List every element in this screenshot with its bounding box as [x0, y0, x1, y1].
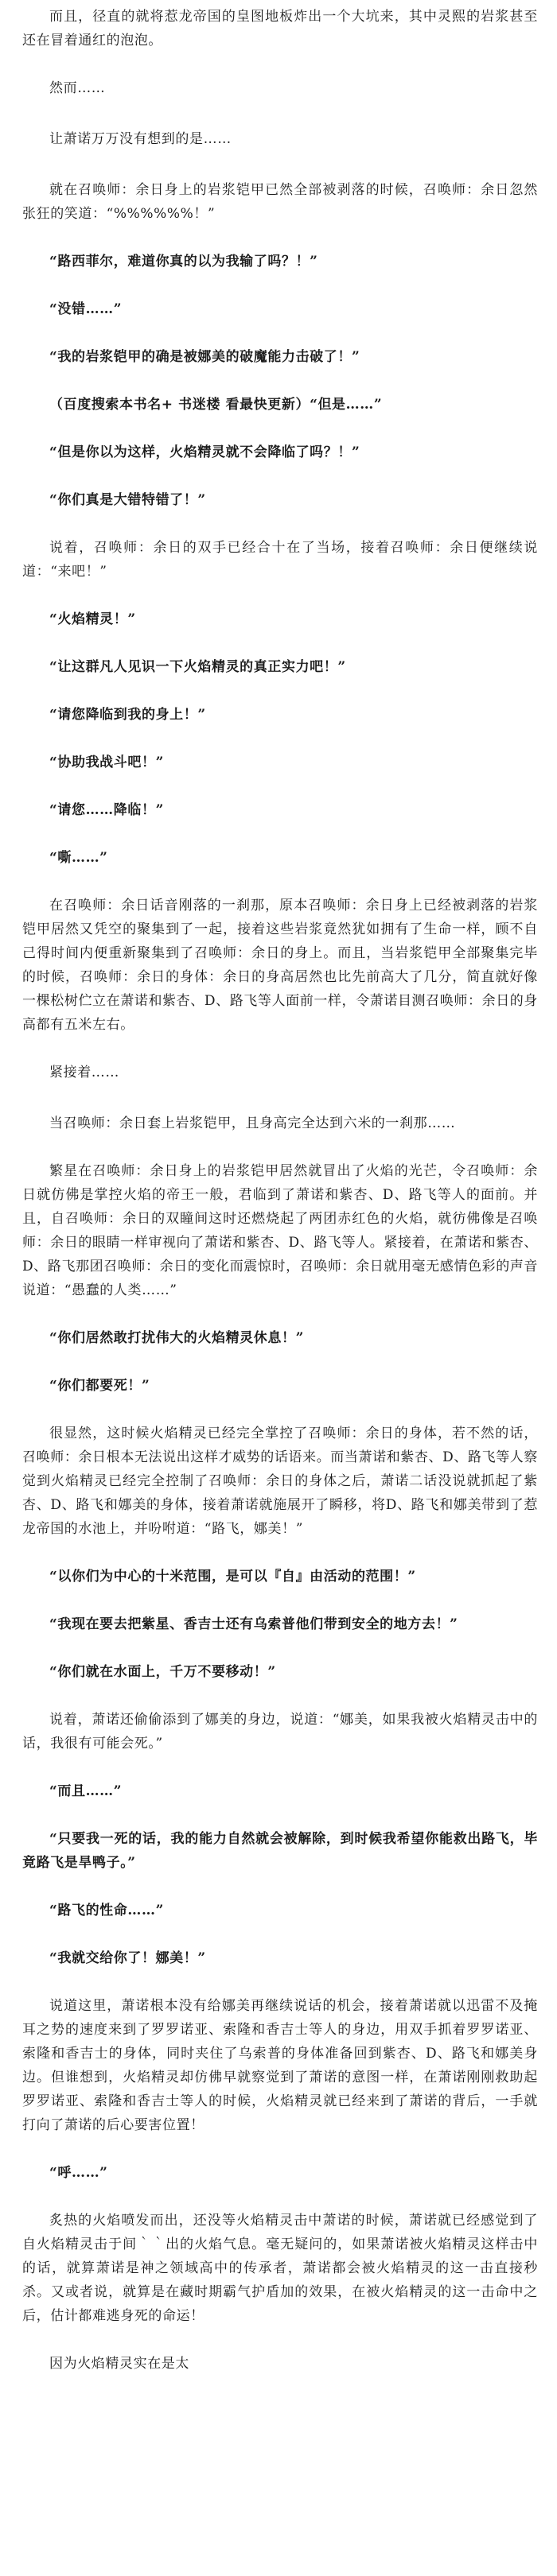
dialogue-line: “路西菲尔，难道你真的以为我输了吗？！”: [49, 254, 318, 270]
dialogue-line: “协助我战斗吧！”: [49, 755, 164, 770]
dialogue-line: “我就交给你了！娜美！”: [49, 1950, 206, 1966]
paragraph: 让萧诺万万没有想到的是……: [49, 131, 232, 147]
paragraph: 而且，径直的就将惹龙帝国的皇图地板炸出一个大坑来，其中灵熙的岩浆甚至还在冒着通红的泡泡。: [22, 9, 538, 48]
paragraph: 当召唤师：余日套上岩浆铠甲，且身高完全达到六米的一刹那……: [49, 1115, 456, 1131]
dialogue-line: “我的岩浆铠甲的确是被娜美的破魔能力击破了！”: [49, 349, 360, 365]
dialogue-line: “呼……”: [49, 2165, 108, 2181]
dialogue-line: “只要我一死的话，我的能力自然就会被解除，到时候我希望你能救出路飞，毕竟路飞是旱鸭子。”: [22, 1831, 538, 1871]
dialogue-line: “你们真是大错特错了！”: [49, 492, 206, 508]
dialogue-line: “请您降临到我的身上！”: [49, 707, 206, 723]
dialogue-line: “你们就在水面上，千万不要移动！”: [49, 1664, 276, 1680]
paragraph: 很显然，这时候火焰精灵已经完全掌控了召唤师：余日的身体，若不然的话，召唤师：余日根本无法说出这样才威势的话语来。而当萧诺和紫杏、D、路飞等人察觉到火焰精灵已经完全控制了召唤师：余日的身体之后，萧诺二话没说就抓起了紫杏、D、路飞和娜美的身体，接着萧诺就施展开了瞬移，将D、路飞和娜美带到了惹龙帝国的水池上，并吩咐道：“路飞，娜美！”: [22, 1426, 538, 1537]
dialogue-line: “以你们为中心的十米范围，是可以『自』由活动的范围！”: [49, 1569, 416, 1585]
dialogue-line: “你们居然敢打扰伟大的火焰精灵休息！”: [49, 1330, 304, 1346]
dialogue-line: “而且……”: [49, 1783, 123, 1799]
dialogue-line: “请您……降临！”: [49, 802, 164, 818]
paragraph: 说着，萧诺还偷偷添到了娜美的身边，说道：“娜美，如果我被火焰精灵击中的话，我很有可能会死。”: [22, 1712, 538, 1752]
paragraph: 炙热的火焰喷发而出，还没等火焰精灵击中萧诺的时候，萧诺就已经感觉到了自火焰精灵击于间｀｀出的火焰气息。毫无疑问的，如果萧诺被火焰精灵这样击中的话，就算萧诺是神之领域高中的传承者，萧诺都会被火焰精灵的这一击直接秒杀。又或者说，就算是在藏时期霸气护盾加的效果，在被火焰精灵的这一击命中之后，估计都难逃身死的命运！: [22, 2213, 538, 2324]
paragraph: 就在召唤师：余日身上的岩浆铠甲已然全部被剥落的时候，召唤师：余日忽然张狂的笑道：“%%%%%%！”: [22, 182, 538, 222]
paragraph: 繁星在召唤师：余日身上的岩浆铠甲居然就冒出了火焰的光芒，令召唤师：余日就仿佛是掌控火焰的帝王一般，君临到了萧诺和紫杏、D、路飞等人的面前。并且，自召唤师：余日的双瞳间这时还燃烧起了两团赤红色的火焰，就彷佛像是召唤师：余日的眼睛一样审视向了萧诺和紫杏、D、路飞等人。紧接着，在萧诺和紫杏、D、路飞那团召唤师：余日的变化而震惊时，召唤师：余日就用毫无感情色彩的声音说道：“愚蠢的人类……”: [22, 1163, 538, 1298]
dialogue-line: （百度搜索本书名+ 书迷楼 看最快更新）“但是……”: [49, 397, 383, 413]
paragraph: 在召唤师：余日话音刚落的一刹那，原本召唤师：余日身上已经被剥落的岩浆铠甲居然又凭空的聚集到了一起，接着这些岩浆竟然犹如拥有了生命一样，顾不自己得时间内便重新聚集到了召唤师：余日的身上。而且，当岩浆铠甲全部聚集完毕的时候，召唤师：余日的身体：余日的身高居然也比先前高大了几分，简直就好像一棵松树伫立在萧诺和紫杏、D、路飞等人面前一样，令萧诺目测召唤师：余日的身高都有五米左右。: [22, 898, 538, 1033]
dialogue-line: “火焰精灵！”: [49, 611, 136, 627]
paragraph: 说道这里，萧诺根本没有给娜美再继续说话的机会，接着萧诺就以迅雷不及掩耳之势的速度来到了罗罗诺亚、索隆和香吉士等人的身边，用双手抓着罗罗诺亚、索隆和香吉士的身体，同时夹住了乌索普的身体准备回到紫杏、D、路飞和娜美身边。但谁想到，火焰精灵却仿佛早就察觉到了萧诺的意图一样，在萧诺刚刚救助起罗罗诺亚、索隆和香吉士等人的时候，火焰精灵就已经来到了萧诺的背后，一手就打向了萧诺的后心要害位置！: [22, 1998, 538, 2133]
dialogue-line: “我现在要去把紫星、香吉士还有乌索普他们带到安全的地方去！”: [49, 1616, 458, 1632]
dialogue-line: “路飞的性命……”: [49, 1903, 164, 1918]
paragraph: 说着，召唤师：余日的双手已经合十在了当场，接着召唤师：余日便继续说道：“来吧！”: [22, 540, 538, 580]
dialogue-line: “嘶……”: [49, 850, 108, 866]
dialogue-line: “没错……”: [49, 301, 123, 317]
dialogue-line: “你们都要死！”: [49, 1378, 150, 1394]
dialogue-line: “让这群凡人见识一下火焰精灵的真正实力吧！”: [49, 659, 346, 675]
paragraph: 然而……: [49, 80, 106, 96]
paragraph: 紧接着……: [49, 1065, 119, 1080]
paragraph: 因为火焰精灵实在是太: [49, 2356, 189, 2372]
dialogue-line: “但是你以为这样，火焰精灵就不会降临了吗？！”: [49, 444, 360, 460]
